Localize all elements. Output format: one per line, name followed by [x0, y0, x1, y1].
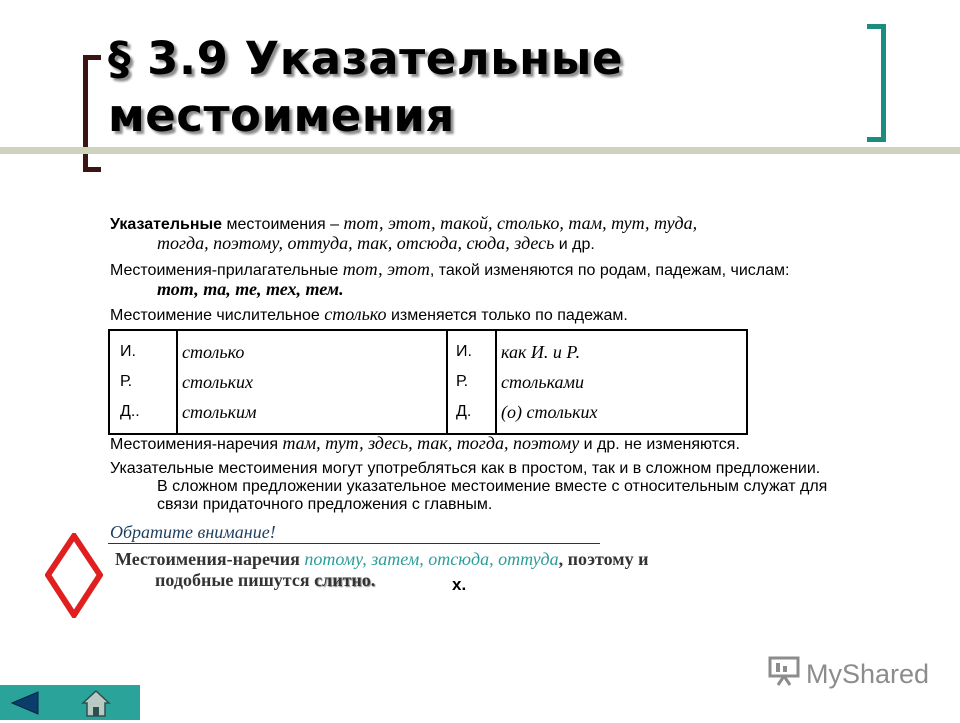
right-cases-cell: И. Р. Д.: [447, 330, 496, 434]
x-mark: х.: [452, 575, 467, 594]
watermark-text: MyShared: [806, 659, 930, 689]
paragraph-numeral: Местоимение числительное столько изменяется только по падежам.: [110, 304, 628, 324]
term-bold: Указательные: [110, 216, 223, 233]
title-divider: [0, 147, 960, 154]
paragraph-adverbs: Местоимения-наречия там, тут, здесь, так, тогда, поэтому и др. не изменяются.: [110, 433, 740, 453]
title-line-1: § 3.9 Указательные: [108, 32, 623, 85]
note-heading: Обратите внимание!: [110, 522, 276, 542]
paragraph-adjectives: Местоимения-прилагательные тот, этот, такой изменяются по родам, падежам, числам: тот, та, те, тех, тем.: [110, 259, 790, 299]
slide-title: [108, 30, 623, 144]
note-underline: [108, 543, 600, 544]
presentation-icon: [768, 656, 800, 693]
home-icon[interactable]: [81, 688, 111, 718]
adjective-forms: тот, та, те, тех, тем.: [157, 279, 344, 299]
title-line-2: местоимения: [108, 89, 455, 142]
left-forms-cell: столько стольких стольким: [177, 330, 447, 434]
spelling-rule: слитно.: [314, 570, 376, 590]
note-text: Местоимения-наречия потому, затем, отсюда, оттуда, поэтому и подобные пишутся слитно.: [115, 549, 649, 590]
right-forms-cell: как И. и Р. стольками (о) стольких: [496, 330, 747, 434]
warning-diamond-icon: [45, 533, 103, 618]
examples-line-2: тогда, поэтому, оттуда, так, отсюда, сюда, здесь: [157, 233, 555, 253]
declension-table: [108, 329, 748, 435]
slide-navigation-bar: [0, 685, 140, 720]
left-bracket-decoration: [83, 55, 101, 172]
paragraph-usage: Указательные местоимения могут употребляться как в простом, так и в сложном предложении. В сложном предложении указательное местоимение вместе с относительным служат для связи придаточного предложения с главным.: [110, 460, 828, 513]
paragraph-definition: Указательные местоимения – тот, этот, такой, столько, там, тут, туда, тогда, поэтому, оттуда, так, отсюда, сюда, здесь и др.: [110, 213, 698, 253]
adverb-examples: потому, затем, отсюда, оттуда: [304, 549, 559, 569]
right-bracket-decoration: [867, 24, 886, 142]
back-arrow-icon[interactable]: [10, 690, 40, 716]
left-cases-cell: И. Р. Д..: [109, 330, 177, 434]
watermark: [768, 656, 929, 693]
examples-line-1: тот, этот, такой, столько, там, тут, туда,: [343, 213, 698, 233]
